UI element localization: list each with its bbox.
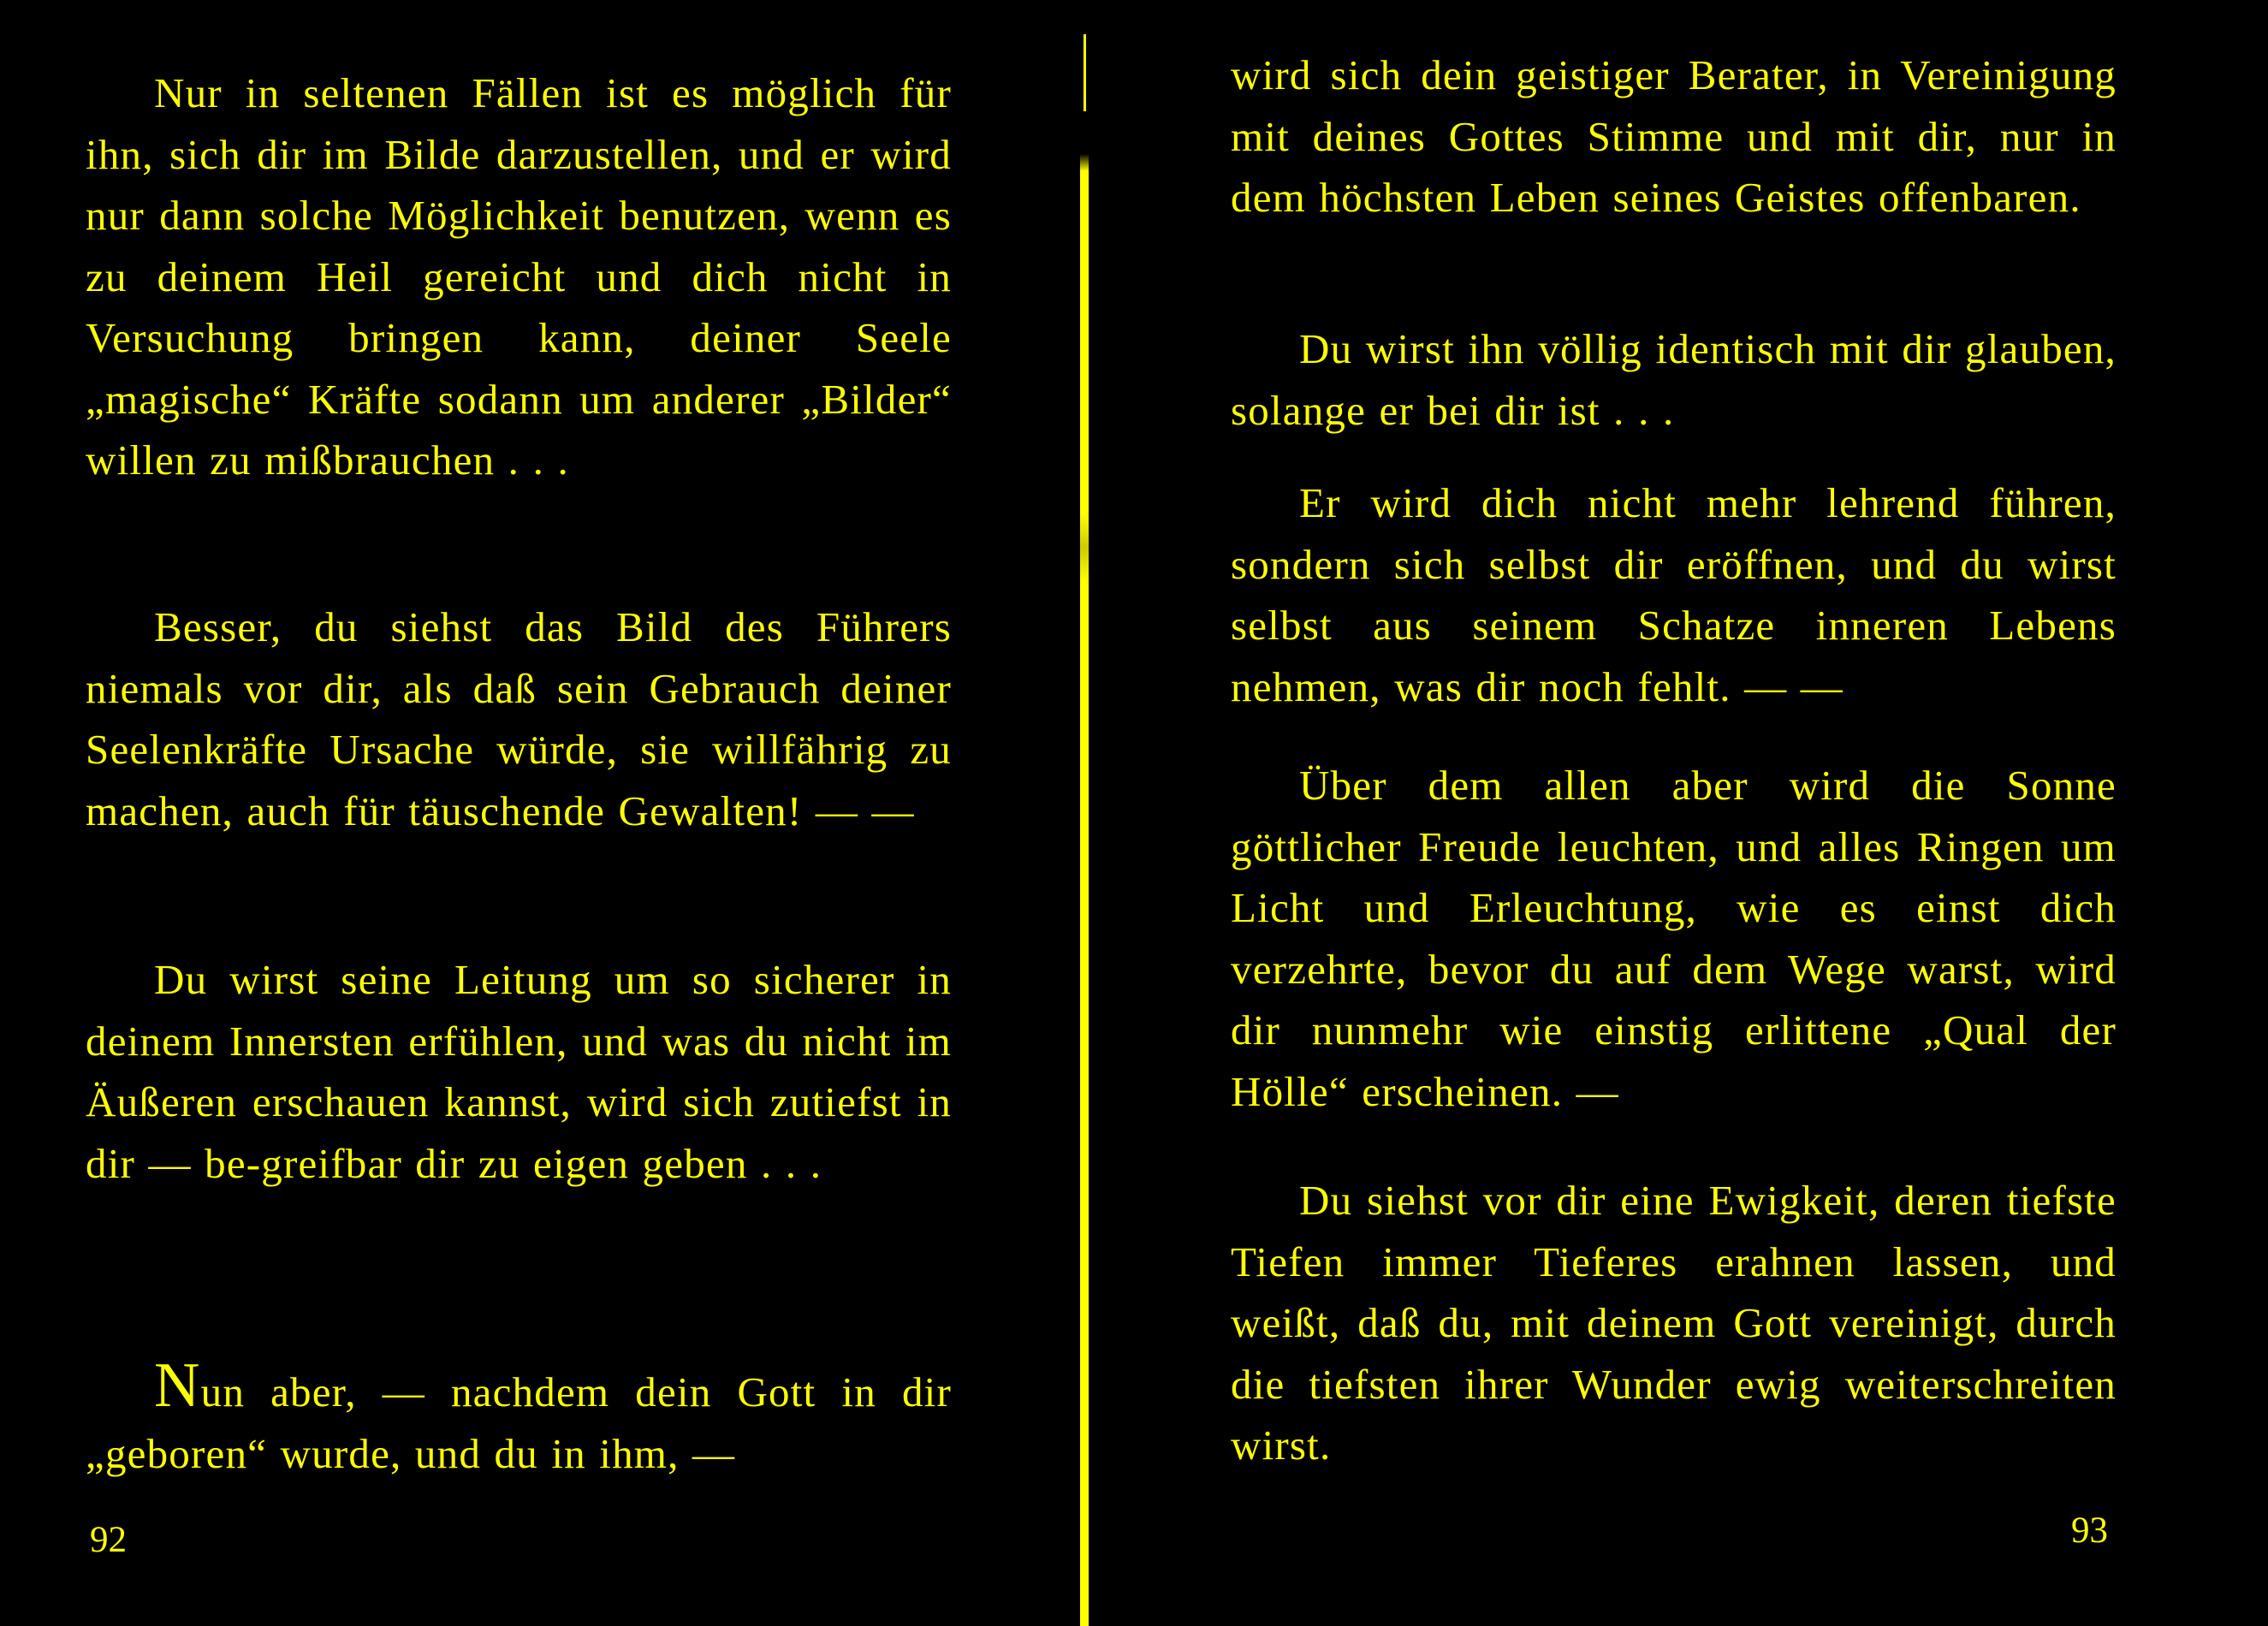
book-spine: [1080, 0, 1089, 1626]
drop-cap-initial: N: [154, 1350, 201, 1421]
page-number-right: 93: [2071, 1510, 2108, 1551]
continuation-paragraph: wird sich dein geistiger Berater, in Vereinigung mit deines Gottes Stimme und mit dir, nur in dem höchsten Leben seines Geistes offenbaren.: [1231, 51, 2117, 221]
paragraph: Über dem allen aber wird die Sonne göttlicher Freude leuchten, und alles Ringen um Licht und Erleuchtung, wie es einst dich verzehrte, bevor du auf dem Wege warst, wird dir nunmehr wie einstig erlittene „Qual der Hölle“ erscheinen. —: [1231, 762, 2117, 1115]
paragraph: Nur in seltenen Fällen ist es möglich für ihn, sich dir im Bilde darzustellen, und er wird nur dann solche Möglichkeit benutzen, wenn es zu deinem Heil gereicht und dich nicht in Versuchung bringen kann, deiner Seele „magische“ Kräfte sodann um anderer „Bilder“ willen zu mißbrauchen . . .: [86, 69, 952, 484]
page-number-left: 92: [90, 1520, 127, 1560]
left-page: [86, 0, 952, 1626]
paragraph: Du wirst ihn völlig identisch mit dir glauben, solange er bei dir ist . . .: [1231, 325, 2117, 434]
paragraph: Besser, du siehst das Bild des Führers niemals vor dir, als daß sein Gebrauch deiner Seelenkräfte Ursache würde, sie willfährig zu machen, auch für täuschende Gewalten! — —: [86, 603, 952, 834]
right-page: [1231, 0, 2117, 1626]
final-paragraph-text: un aber, — nachdem dein Gott in dir „geboren“ wurde, und du in ihm, —: [86, 1368, 952, 1477]
final-paragraph: [86, 1350, 952, 1484]
paragraph: Du wirst seine Leitung um so sicherer in deinem Innersten erfühlen, und was du nicht im Äußeren erschauen kannst, wird sich zutiefst in dir — be-greifbar dir zu eigen geben . . .: [86, 956, 952, 1187]
book-spine-top: [1084, 34, 1086, 111]
paragraph: Du siehst vor dir eine Ewigkeit, deren tiefste Tiefen immer Tieferes erahnen lassen, und weißt, daß du, mit deinem Gott vereinigt, durch die tiefsten ihrer Wunder ewig weiterschreiten wirst.: [1231, 1177, 2117, 1469]
paragraph: Er wird dich nicht mehr lehrend führen, sondern sich selbst dir eröffnen, und du wirst selbst aus seinem Schatze inneren Lebens nehmen, was dir noch fehlt. — —: [1231, 479, 2117, 710]
